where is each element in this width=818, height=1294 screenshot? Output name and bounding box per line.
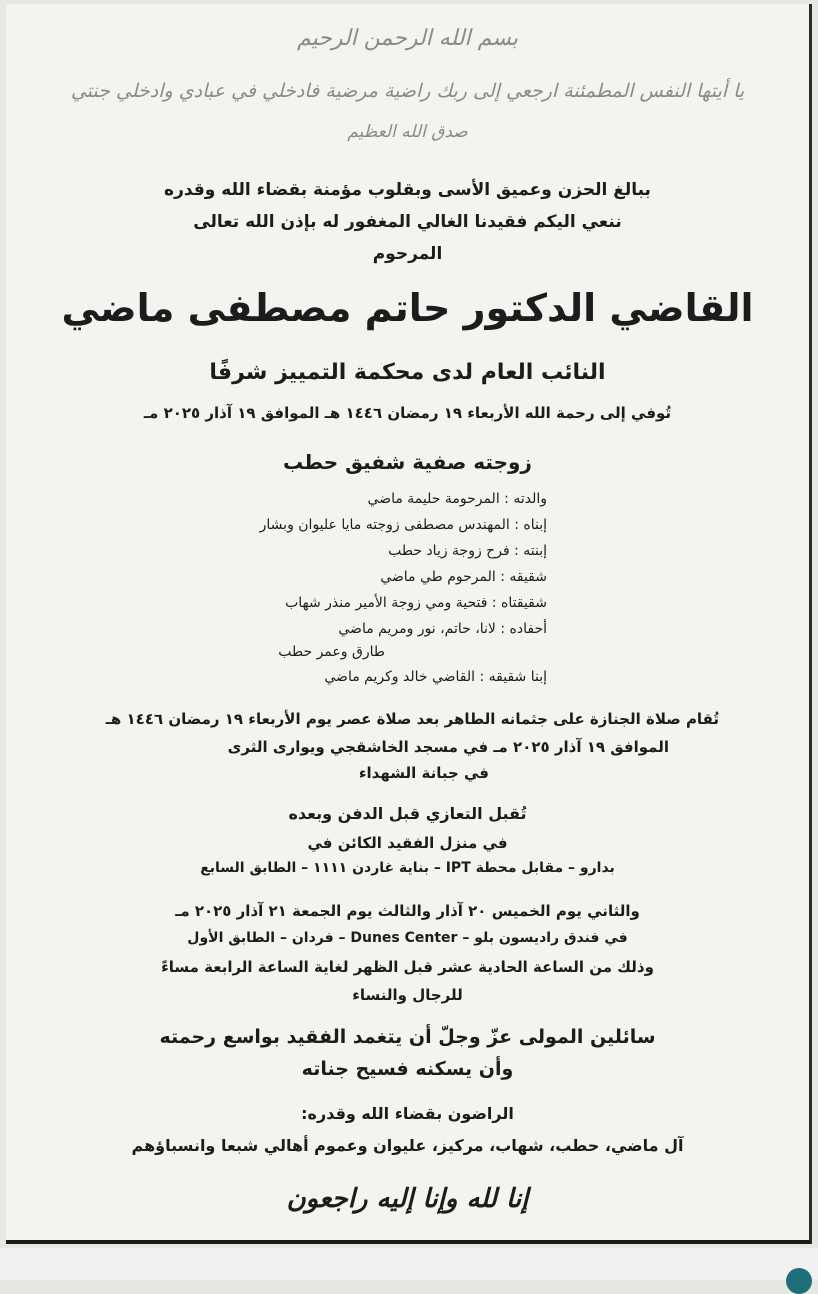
deceased-title: النائب العام لدى محكمة التمييز شرفًا (209, 360, 606, 385)
mourners-names: آل ماضي، حطب، شهاب، مركيز، عليوان وعموم أهالي شبعا وانسباؤهم (131, 1136, 684, 1155)
sadaqa-text: صدق الله العظيم (347, 122, 468, 142)
condolence-line-1: تُقبل التعازي قبل الدفن وبعده (288, 804, 527, 823)
prayer-line-1: سائلين المولى عزّ وجلّ أن يتغمد الفقيد بواسع رحمته (159, 1026, 656, 1048)
family-item: شقيقه : المرحوم طي ماضي (380, 569, 547, 585)
family-item: شقيقتاه : فتحية ومي زوجة الأمير منذر شهاب (285, 595, 547, 611)
intro-line-1: ببالغ الحزن وعميق الأسى وبقلوب مؤمنة بقضاء الله وقدره (164, 180, 651, 200)
condolence-line-2: في منزل الفقيد الكائن في (307, 834, 508, 852)
death-date: تُوفي إلى رحمة الله الأربعاء ١٩ رمضان ١٤٤٦ هـ الموافق ١٩ آذار ٢٠٢٥ مـ (143, 404, 672, 422)
family-item: إبنته : فرح زوجة زياد حطب (388, 543, 547, 559)
condolence-days: والثاني يوم الخميس ٢٠ آذار والثالث يوم الجمعة ٢١ آذار ٢٠٢٥ مـ (175, 902, 640, 920)
condolence-address: بدارو – مقابل محطة IPT – بناية غاردن ١١١١ – الطابق السابع (200, 860, 615, 876)
family-item: والدته : المرحومة حليمة ماضي (367, 491, 547, 507)
deceased-name: القاضي الدكتور حاتم مصطفى ماضي (61, 286, 754, 330)
closing-verse: إنا لله وإنا إليه راجعون (286, 1184, 529, 1214)
funeral-line-1: تُقام صلاة الجنازة على جثمانه الطاهر بعد صلاة عصر يوم الأربعاء ١٩ رمضان ١٤٤٦ هـ (105, 710, 719, 728)
wife-name: زوجته صفية شفيق حطب (283, 450, 532, 474)
floating-button-icon[interactable] (786, 1268, 812, 1294)
condolence-audience: للرجال والنساء (352, 986, 463, 1004)
family-item: أحفاده : لانا، حاتم، نور ومريم ماضي (338, 621, 547, 637)
deceased-label: المرحوم (372, 244, 443, 264)
obituary-page (6, 4, 812, 1244)
funeral-line-2: الموافق ١٩ آذار ٢٠٢٥ مـ في مسجد الخاشقجي ويوارى الثرى (227, 738, 669, 756)
funeral-line-3: في جبانة الشهداء (358, 764, 489, 782)
prayer-line-2: وأن يسكنه فسيح جناته (301, 1058, 514, 1080)
basmala: بسم الله الرحمن الرحيم (296, 26, 519, 51)
intro-line-2: ننعي اليكم فقيدنا الغالي المغفور له بإذن الله تعالى (193, 212, 622, 232)
quran-verse: يا أيتها النفس المطمئنة ارجعي إلى ربك راضية مرضية فادخلي في عبادي وادخلي جنتي (70, 80, 745, 102)
family-item: إبنا شقيقه : القاضي خالد وكريم ماضي (324, 669, 547, 685)
condolence-hotel: في فندق راديسون بلو – Dunes Center – فردان – الطابق الأول (187, 930, 628, 946)
bottom-strip (0, 1248, 818, 1280)
family-item: إبناه : المهندس مصطفى زوجته مايا عليوان وبشار (259, 517, 547, 533)
condolence-hours: وذلك من الساعة الحادية عشر قبل الظهر لغاية الساعة الرابعة مساءً (161, 958, 654, 976)
family-item: طارق وعمر حطب (278, 644, 385, 660)
mourners-label: الراضون بقضاء الله وقدره: (301, 1104, 514, 1123)
